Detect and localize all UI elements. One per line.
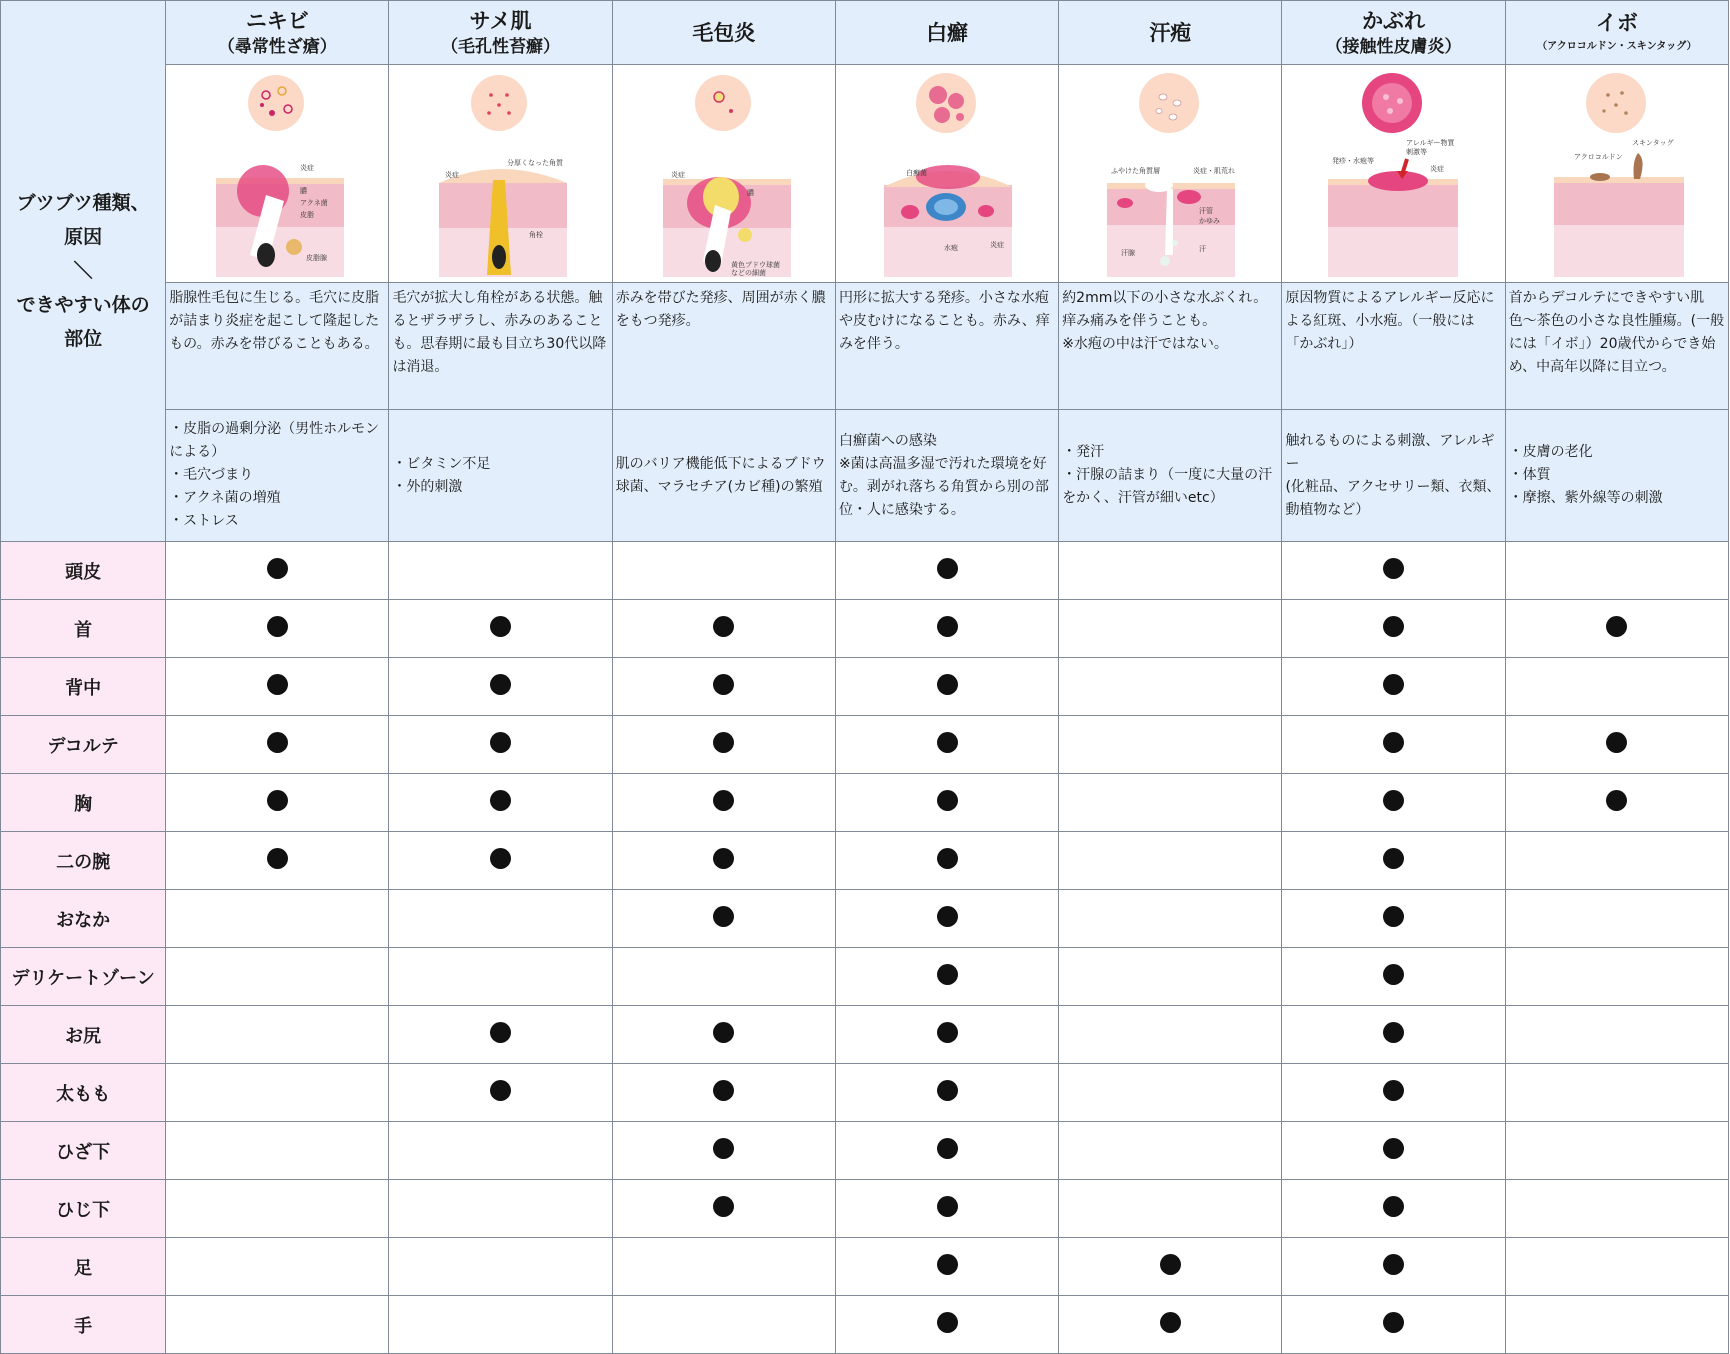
table-cell [1282, 1122, 1505, 1180]
corner-line: ブツブツ種類、 [16, 192, 150, 214]
table-cell [1059, 890, 1282, 948]
table-cell [835, 1064, 1058, 1122]
table-row [1, 890, 1729, 948]
occurrence-dot-icon [1160, 1254, 1181, 1275]
description-cell [612, 283, 835, 410]
occurrence-dot-icon [267, 558, 288, 579]
description-text: 約2mm以下の小さな水ぶくれ。痒み痛みを伴うことも。 ※水疱の中は汗ではない。 [1062, 290, 1268, 352]
table-cell [1282, 600, 1505, 658]
illus-label: アレルギー物質 [1406, 139, 1455, 147]
table-cell [1059, 600, 1282, 658]
table-cell [612, 1296, 835, 1354]
illus-label: 炎症 [300, 164, 315, 172]
illus-label: 炎症 [1430, 165, 1445, 173]
illus-label: 汗 [1199, 245, 1207, 253]
illus-label: 角栓 [529, 231, 544, 239]
table-row [1, 1180, 1729, 1238]
description-cell [1505, 283, 1728, 410]
table-row [1, 948, 1729, 1006]
table-cell [1282, 1238, 1505, 1296]
table-cell [166, 542, 389, 600]
table-row [1, 716, 1729, 774]
occurrence-dot-icon [937, 616, 958, 637]
illus-label: 膿 [300, 187, 308, 195]
occurrence-dot-icon [1606, 790, 1627, 811]
table-cell [835, 1006, 1058, 1064]
column-title: かぶれ [1362, 8, 1426, 33]
body-part-label: 背中 [1, 658, 166, 716]
table-cell [612, 542, 835, 600]
occurrence-dot-icon [1160, 1312, 1181, 1333]
corner-line: ＼ [73, 260, 93, 282]
occurrence-dot-icon [1383, 964, 1404, 985]
illustration-ibo [1505, 65, 1728, 283]
dermatitis-illustration [1282, 65, 1504, 282]
illustration-kabure [1282, 65, 1505, 283]
table-cell [612, 1238, 835, 1296]
column-title: ニキビ [245, 8, 309, 33]
table-cell [1059, 774, 1282, 832]
description-text: 脂腺性毛包に生じる。毛穴に皮脂が詰まり炎症を起こして隆起したもの。赤みを帯びることもある。 [169, 290, 380, 352]
table-cell [389, 658, 612, 716]
table-cell [1282, 658, 1505, 716]
occurrence-dot-icon [1383, 558, 1404, 579]
description-cell [1059, 283, 1282, 410]
description-cell [835, 283, 1058, 410]
table-cell [1059, 1180, 1282, 1238]
table-row [1, 1064, 1729, 1122]
occurrence-dot-icon [490, 732, 511, 753]
occurrence-dot-icon [1383, 732, 1404, 753]
tinea-illustration [836, 65, 1058, 282]
table-cell [1059, 1122, 1282, 1180]
occurrence-dot-icon [713, 1080, 734, 1101]
illus-label: かゆみ [1199, 217, 1221, 225]
table-cell [612, 832, 835, 890]
table-cell [389, 1064, 612, 1122]
folliculitis-illustration [613, 65, 835, 282]
cause-cell [1282, 410, 1505, 542]
table-cell [1059, 948, 1282, 1006]
table-cell [1282, 542, 1505, 600]
body-part-label: 手 [1, 1296, 166, 1354]
cause-cell [612, 410, 835, 542]
table-cell [389, 542, 612, 600]
occurrence-dot-icon [713, 1196, 734, 1217]
illus-label: 皮脂 [300, 211, 315, 219]
table-row [1, 1238, 1729, 1296]
table-cell [835, 1238, 1058, 1296]
occurrence-dot-icon [937, 790, 958, 811]
table-cell [166, 716, 389, 774]
occurrence-dot-icon [267, 848, 288, 869]
table-cell [1505, 1238, 1728, 1296]
table-cell [1505, 948, 1728, 1006]
illustration-mouhouen [612, 65, 835, 283]
occurrence-dot-icon [490, 790, 511, 811]
cause-text: ・発汗 ・汗腺の詰まり（一度に大量の汗をかく、汗管が細いetc） [1062, 444, 1273, 506]
cause-cell [835, 410, 1058, 542]
body-part-label: ひざ下 [1, 1122, 166, 1180]
body-part-label: おなか [1, 890, 166, 948]
cause-text: 肌のバリア機能低下によるブドウ球菌、マラセチア(カビ種)の繁殖 [615, 455, 826, 495]
body-part-label: 足 [1, 1238, 166, 1296]
table-cell [835, 658, 1058, 716]
occurrence-dot-icon [1383, 674, 1404, 695]
illustration-hakusen [835, 65, 1058, 283]
illus-label: アクロコルドン [1573, 153, 1623, 161]
description-text: 赤みを帯びた発疹、周囲が赤く膿をもつ発疹。 [615, 290, 826, 329]
occurrence-dot-icon [937, 1254, 958, 1275]
table-cell [835, 716, 1058, 774]
table-cell [835, 600, 1058, 658]
table-cell [389, 832, 612, 890]
table-cell [1505, 658, 1728, 716]
description-cell [389, 283, 612, 410]
table-cell [612, 948, 835, 1006]
table-row [1, 774, 1729, 832]
table-cell [612, 1006, 835, 1064]
cause-text: ・皮脂の過剰分泌（男性ホルモンによる） ・毛穴づまり ・アクネ菌の増殖 ・ストレス [169, 421, 380, 529]
table-cell [1505, 1006, 1728, 1064]
occurrence-dot-icon [713, 848, 734, 869]
occurrence-dot-icon [1383, 616, 1404, 637]
body-part-label: 二の腕 [1, 832, 166, 890]
occurrence-dot-icon [1383, 848, 1404, 869]
body-part-label: お尻 [1, 1006, 166, 1064]
description-cell [166, 283, 389, 410]
table-cell [612, 600, 835, 658]
table-cell [612, 716, 835, 774]
table-cell [166, 948, 389, 1006]
body-part-label: 胸 [1, 774, 166, 832]
illus-label: 汗管 [1199, 207, 1214, 215]
illustration-kanpou [1059, 65, 1282, 283]
column-title: サメ肌 [469, 8, 532, 33]
table-cell [612, 1180, 835, 1238]
occurrence-dot-icon [1383, 1022, 1404, 1043]
column-subtitle: （尋常性ざ瘡） [217, 36, 337, 57]
cause-text: ・ビタミン不足 ・外的刺激 [392, 455, 491, 495]
table-cell [1059, 658, 1282, 716]
body-part-label: ひじ下 [1, 1180, 166, 1238]
table-cell [166, 1122, 389, 1180]
occurrence-dot-icon [713, 790, 734, 811]
table-cell [166, 832, 389, 890]
occurrence-dot-icon [490, 1022, 511, 1043]
occurrence-dot-icon [937, 1022, 958, 1043]
occurrence-dot-icon [937, 1080, 958, 1101]
corner-line: できやすい体の [16, 294, 150, 316]
column-header-kanpou [1059, 1, 1282, 65]
cause-text: 触れるものによる刺激、アレルギー (化粧品、アクセサリー類、衣類、動植物など） [1285, 432, 1501, 518]
illus-label: スキンタッグ [1631, 139, 1674, 147]
table-cell [612, 658, 835, 716]
table-row [1, 1006, 1729, 1064]
occurrence-dot-icon [1383, 1312, 1404, 1333]
table-cell [1282, 832, 1505, 890]
column-header-kabure [1282, 1, 1505, 65]
occurrence-dot-icon [937, 732, 958, 753]
occurrence-dot-icon [1383, 1254, 1404, 1275]
illus-label: 炎症 [670, 171, 685, 179]
table-cell [1505, 542, 1728, 600]
occurrence-dot-icon [490, 1080, 511, 1101]
table-cell [612, 774, 835, 832]
table-cell [1282, 890, 1505, 948]
occurrence-dot-icon [713, 616, 734, 637]
table-cell [1059, 1296, 1282, 1354]
table-cell [1282, 1296, 1505, 1354]
table-row [1, 600, 1729, 658]
table-cell [389, 600, 612, 658]
cause-text: ・皮膚の老化 ・体質 ・摩擦、紫外線等の刺激 [1508, 444, 1663, 506]
occurrence-dot-icon [937, 1312, 958, 1333]
column-subtitle: （毛孔性苔癬） [441, 36, 561, 57]
table-cell [1059, 832, 1282, 890]
illus-label: 刺激等 [1406, 148, 1428, 156]
occurrence-dot-icon [1383, 1080, 1404, 1101]
table-cell [1282, 1180, 1505, 1238]
table-cell [835, 948, 1058, 1006]
table-cell [1505, 1180, 1728, 1238]
occurrence-dot-icon [713, 732, 734, 753]
table-cell [389, 1122, 612, 1180]
column-header-mouhouen [612, 1, 835, 65]
occurrence-dot-icon [1383, 1138, 1404, 1159]
table-cell [835, 1296, 1058, 1354]
table-cell [389, 1180, 612, 1238]
illus-label: 皮脂腺 [306, 254, 328, 262]
illus-label: 膿 [746, 189, 754, 197]
cause-cell [1505, 410, 1728, 542]
corner-line: 部位 [64, 328, 103, 350]
table-cell [835, 890, 1058, 948]
occurrence-dot-icon [490, 848, 511, 869]
occurrence-dot-icon [490, 616, 511, 637]
illustration-samehada [389, 65, 612, 283]
cause-text: 白癬菌への感染 ※菌は高温多湿で汚れた環境を好む。剥がれ落ちる角質から別の部位・人に感染する。 [838, 432, 1049, 518]
table-cell [166, 1064, 389, 1122]
occurrence-dot-icon [267, 732, 288, 753]
illus-label: 炎症 [989, 241, 1004, 249]
column-header-nikibi [166, 1, 389, 65]
column-header-ibo [1505, 1, 1728, 65]
occurrence-dot-icon [713, 906, 734, 927]
occurrence-dot-icon [937, 1196, 958, 1217]
illus-label: 炎症・肌荒れ [1193, 167, 1236, 175]
illustration-nikibi [166, 65, 389, 283]
column-title: 汗疱 [1149, 20, 1192, 45]
column-title: イボ [1595, 10, 1638, 35]
table-cell [835, 1122, 1058, 1180]
table-cell [389, 1238, 612, 1296]
table-cell [612, 1122, 835, 1180]
occurrence-dot-icon [1606, 616, 1627, 637]
table-cell [612, 1064, 835, 1122]
table-cell [1282, 948, 1505, 1006]
table-row [1, 542, 1729, 600]
illus-label: 水疱 [943, 244, 958, 252]
column-header-hakusen [835, 1, 1058, 65]
table-row [1, 1122, 1729, 1180]
illus-label: 汗腺 [1121, 249, 1136, 257]
table-cell [389, 948, 612, 1006]
body-part-label: 太もも [1, 1064, 166, 1122]
corner-header [1, 1, 166, 542]
illustration-row [1, 65, 1729, 283]
table-cell [835, 832, 1058, 890]
column-subtitle: （アクロコルドン・スキンタッグ） [1537, 40, 1697, 52]
keratosis-illustration [389, 65, 611, 282]
occurrence-dot-icon [937, 906, 958, 927]
description-cell [1282, 283, 1505, 410]
occurrence-dot-icon [1383, 790, 1404, 811]
table-cell [166, 1296, 389, 1354]
table-cell [166, 1238, 389, 1296]
occurrence-dot-icon [937, 674, 958, 695]
table-cell [166, 600, 389, 658]
cause-cell [1059, 410, 1282, 542]
table-cell [389, 1006, 612, 1064]
table-row [1, 658, 1729, 716]
illus-label: 分厚くなった角質 [507, 159, 564, 167]
table-cell [835, 774, 1058, 832]
illus-label: ふやけた角質層 [1111, 167, 1161, 175]
table-cell [166, 1180, 389, 1238]
column-header-samehada [389, 1, 612, 65]
table-cell [1059, 1006, 1282, 1064]
table-cell [1282, 774, 1505, 832]
occurrence-dot-icon [937, 558, 958, 579]
cause-cell [389, 410, 612, 542]
table-cell [1505, 832, 1728, 890]
description-text: 毛穴が拡大し角栓がある状態。触るとザラザラし、赤みのあることも。思春期に最も目立ち30代以降は消退。 [392, 290, 607, 375]
body-part-rows [1, 542, 1729, 1354]
table-cell [1282, 1006, 1505, 1064]
table-cell [166, 774, 389, 832]
description-row [1, 283, 1729, 410]
table-row [1, 1296, 1729, 1354]
body-part-label: 頭皮 [1, 542, 166, 600]
body-part-label: デリケートゾーン [1, 948, 166, 1006]
body-part-label: 首 [1, 600, 166, 658]
table-cell [389, 716, 612, 774]
occurrence-dot-icon [267, 674, 288, 695]
table-cell [166, 1006, 389, 1064]
skin-tag-illustration [1506, 65, 1728, 282]
cause-row [1, 410, 1729, 542]
illus-label: 発疹・水疱等 [1332, 157, 1375, 165]
table-cell [1505, 1296, 1728, 1354]
illus-label: 炎症 [445, 171, 460, 179]
table-row [1, 832, 1729, 890]
description-text: 首からデコルテにできやすい肌色〜茶色の小さな良性腫瘍。(一般には「イボ」）20歳代からでき始め、中高年以降に目立つ。 [1508, 290, 1725, 375]
occurrence-dot-icon [267, 790, 288, 811]
illus-label: 白癬菌 [905, 169, 927, 177]
illus-label: などの細菌 [730, 269, 766, 277]
occurrence-dot-icon [937, 848, 958, 869]
table-cell [166, 890, 389, 948]
occurrence-dot-icon [937, 964, 958, 985]
cause-cell [166, 410, 389, 542]
acne-illustration [166, 65, 388, 282]
occurrence-dot-icon [490, 674, 511, 695]
table-cell [1059, 1238, 1282, 1296]
table-cell [389, 1296, 612, 1354]
corner-line: 原因 [64, 226, 103, 248]
table-cell [835, 1180, 1058, 1238]
table-cell [835, 542, 1058, 600]
table-cell [166, 658, 389, 716]
header-row [1, 1, 1729, 65]
table-cell [1505, 890, 1728, 948]
table-cell [1059, 1064, 1282, 1122]
occurrence-dot-icon [1383, 1196, 1404, 1217]
table-cell [1505, 1064, 1728, 1122]
description-text: 円形に拡大する発疹。小さな水疱や皮むけになることも。赤み、痒みを伴う。 [838, 290, 1050, 352]
table-cell [1505, 1122, 1728, 1180]
dyshidrosis-illustration [1059, 65, 1281, 282]
occurrence-dot-icon [713, 674, 734, 695]
table-cell [1505, 600, 1728, 658]
illus-label: 黄色ブドウ球菌 [730, 261, 780, 269]
description-text: 原因物質によるアレルギー反応による紅斑、小水疱。（一般には「かぶれ」） [1285, 290, 1495, 352]
table-cell [612, 890, 835, 948]
column-subtitle: （接触性皮膚炎） [1325, 36, 1462, 57]
table-cell [1059, 542, 1282, 600]
occurrence-dot-icon [713, 1138, 734, 1159]
table-cell [1282, 716, 1505, 774]
body-part-label: デコルテ [1, 716, 166, 774]
table-cell [1505, 774, 1728, 832]
column-title: 白癬 [926, 20, 969, 45]
table-cell [1282, 1064, 1505, 1122]
occurrence-dot-icon [1383, 906, 1404, 927]
occurrence-dot-icon [1606, 732, 1627, 753]
table-cell [1059, 716, 1282, 774]
table-cell [389, 890, 612, 948]
table-cell [1505, 716, 1728, 774]
occurrence-dot-icon [713, 1022, 734, 1043]
column-title: 毛包炎 [692, 20, 756, 45]
occurrence-dot-icon [937, 1138, 958, 1159]
illus-label: アクネ菌 [300, 199, 328, 207]
table-cell [389, 774, 612, 832]
occurrence-dot-icon [267, 616, 288, 637]
